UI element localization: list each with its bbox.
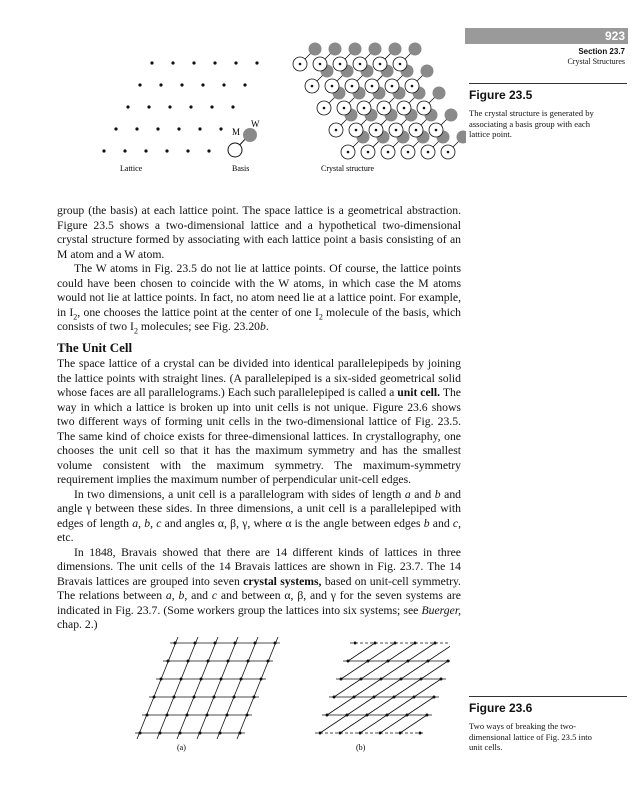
lattice-point xyxy=(126,105,129,108)
cell-edge xyxy=(320,715,347,733)
lattice-point xyxy=(379,63,382,66)
paragraph-1: group (the basis) at each lattice point. The space lattice is a geometrical abstraction. Figure 23.5 shows a two-dimensional lattice and a hypothetical two-dimensional crystal structure formed by associating with each lattice point a basis consisting of an M atom and a W atom. xyxy=(57,204,461,261)
cell-edge xyxy=(388,643,415,661)
cell-edge xyxy=(360,715,387,733)
lattice-point xyxy=(407,151,410,154)
figure-23-5-label: Figure 23.5 xyxy=(469,88,533,102)
lattice-point xyxy=(189,105,192,108)
lattice-point xyxy=(375,129,378,132)
lattice-point xyxy=(339,63,342,66)
lattice-point xyxy=(253,696,256,699)
cell-edge xyxy=(327,697,354,715)
lattice-point xyxy=(371,85,374,88)
cell-edge xyxy=(347,697,374,715)
w-atom xyxy=(329,43,342,56)
basis-m-atom xyxy=(228,143,242,157)
lattice-point xyxy=(177,127,180,130)
unit-cell-grid-b xyxy=(315,642,450,735)
lattice-point xyxy=(383,107,386,110)
lattice-point xyxy=(319,732,322,735)
lattice-point xyxy=(355,129,358,132)
lattice-point xyxy=(102,149,105,152)
figure-23-5-caption: The crystal structure is generated by associating a basis group with each lattice point. xyxy=(469,108,594,140)
cell-edge xyxy=(197,637,238,739)
w-atom xyxy=(309,43,322,56)
cell-edge xyxy=(387,697,414,715)
cell-edge xyxy=(400,715,427,733)
section-title: Crystal Structures xyxy=(567,56,625,66)
cell-edge xyxy=(348,643,375,661)
lattice-point xyxy=(447,151,450,154)
section-number: Section 23.7 xyxy=(578,47,625,56)
cell-edge xyxy=(340,715,367,733)
cell-edge xyxy=(217,637,258,739)
lattice-point xyxy=(193,696,196,699)
cell-edge xyxy=(407,697,434,715)
lattice-point xyxy=(427,660,430,663)
cell-edge xyxy=(177,637,218,739)
lattice-point xyxy=(359,63,362,66)
lattice-point xyxy=(434,642,437,645)
body-text xyxy=(57,204,461,633)
lattice-point xyxy=(426,714,429,717)
lattice-point xyxy=(187,660,190,663)
lattice-point xyxy=(274,642,277,645)
basis-group xyxy=(228,119,260,157)
lattice-point xyxy=(234,642,237,645)
lattice-point xyxy=(173,696,176,699)
unit-cell-grid-a xyxy=(135,637,280,739)
cell-edge xyxy=(354,679,381,697)
lattice-point xyxy=(373,696,376,699)
lattice-point xyxy=(213,696,216,699)
cell-edge xyxy=(334,679,361,697)
w-atom xyxy=(445,109,458,122)
lattice-point xyxy=(354,642,357,645)
lattice-point xyxy=(114,127,117,130)
lattice-point xyxy=(123,149,126,152)
lattice-point xyxy=(210,105,213,108)
lattice-point xyxy=(207,149,210,152)
lattice-point xyxy=(165,149,168,152)
lattice-point xyxy=(247,660,250,663)
lattice-point xyxy=(138,83,141,86)
lattice-point xyxy=(267,660,270,663)
lattice-point xyxy=(206,714,209,717)
lattice-point xyxy=(387,151,390,154)
w-atom xyxy=(433,87,446,100)
lattice-point xyxy=(335,129,338,132)
lattice-point xyxy=(326,714,329,717)
panel-label-crystal: Crystal structure xyxy=(321,164,375,173)
lattice-point xyxy=(207,660,210,663)
lattice-point xyxy=(319,63,322,66)
lattice-point xyxy=(214,642,217,645)
lattice-point xyxy=(231,105,234,108)
lattice-point xyxy=(311,85,314,88)
lattice-point xyxy=(359,732,362,735)
lattice-point xyxy=(180,83,183,86)
cell-edge xyxy=(401,661,428,679)
figure-23-5-graphic xyxy=(86,28,466,178)
panel-label-basis: Basis xyxy=(232,164,250,173)
section-heading-unit-cell: The Unit Cell xyxy=(57,339,133,355)
lattice-point xyxy=(201,83,204,86)
figure-23-6-graphic xyxy=(130,633,450,753)
lattice-point xyxy=(391,85,394,88)
cell-edge xyxy=(137,637,178,739)
cell-edge xyxy=(368,643,395,661)
lattice-point xyxy=(433,696,436,699)
figure-23-5-sidebar xyxy=(469,83,627,140)
lattice-point xyxy=(174,642,177,645)
lattice-point xyxy=(366,714,369,717)
lattice-point xyxy=(159,732,162,735)
lattice-point xyxy=(435,129,438,132)
figure-23-6-label: Figure 23.6 xyxy=(469,701,533,715)
lattice-point xyxy=(400,678,403,681)
lattice-point xyxy=(353,696,356,699)
lattice-point xyxy=(379,732,382,735)
lattice-point xyxy=(343,107,346,110)
lattice-point xyxy=(260,678,263,681)
w-atom xyxy=(409,43,422,56)
lattice-point xyxy=(395,129,398,132)
paragraph-4: In two dimensions, a unit cell is a parallelogram with sides of length a and b and angle γ between these sides. In three dimensions, a unit cell is a parallelepiped with edges of length a, b, c and angles α, β, γ, where α is the angle between edges b and c, etc. xyxy=(57,487,462,544)
cell-edge xyxy=(381,661,408,679)
lattice-point xyxy=(144,149,147,152)
w-atom xyxy=(349,43,362,56)
lattice-point xyxy=(386,714,389,717)
lattice-point xyxy=(243,83,246,86)
cell-edge xyxy=(157,637,198,739)
lattice-point xyxy=(240,678,243,681)
lattice-point xyxy=(213,61,216,64)
lattice-point xyxy=(146,714,149,717)
page-number: 923 xyxy=(604,29,625,43)
lattice-point xyxy=(255,61,258,64)
lattice-point xyxy=(407,660,410,663)
lattice-point xyxy=(423,107,426,110)
lattice-point xyxy=(347,151,350,154)
lattice-point xyxy=(147,105,150,108)
lattice-point xyxy=(226,714,229,717)
page-header-bar xyxy=(465,28,628,44)
lattice-point xyxy=(246,714,249,717)
lattice-point xyxy=(399,63,402,66)
cell-edge xyxy=(341,661,368,679)
lattice-point xyxy=(387,660,390,663)
lattice-point xyxy=(171,61,174,64)
cell-edge xyxy=(361,661,388,679)
lattice-point xyxy=(222,83,225,86)
lattice-point xyxy=(339,732,342,735)
lattice-point xyxy=(220,678,223,681)
lattice-point xyxy=(346,714,349,717)
divider xyxy=(469,83,627,84)
panel-label-b: (b) xyxy=(356,743,366,752)
lattice-point xyxy=(166,714,169,717)
lattice-point xyxy=(299,63,302,66)
lattice-point xyxy=(323,107,326,110)
lattice-point xyxy=(440,678,443,681)
lattice-point xyxy=(333,696,336,699)
basis-w-atom xyxy=(243,128,257,142)
cell-edge xyxy=(237,637,278,739)
lattice-point xyxy=(351,85,354,88)
cell-edge xyxy=(367,697,394,715)
lattice-point xyxy=(139,732,142,735)
lattice-point xyxy=(447,660,450,663)
w-atom xyxy=(369,43,382,56)
lattice-point xyxy=(367,151,370,154)
lattice-point xyxy=(419,732,422,735)
lattice-point xyxy=(331,85,334,88)
lattice-point xyxy=(179,732,182,735)
lattice-point xyxy=(199,732,202,735)
lattice-point xyxy=(227,660,230,663)
lattice-point xyxy=(186,714,189,717)
lattice-point xyxy=(413,696,416,699)
lattice-point xyxy=(234,61,237,64)
lattice-point xyxy=(219,127,222,130)
divider xyxy=(469,696,627,697)
lattice-point xyxy=(159,83,162,86)
lattice-point xyxy=(200,678,203,681)
lattice-point xyxy=(198,127,201,130)
lattice-point xyxy=(160,678,163,681)
lattice-point xyxy=(360,678,363,681)
lattice-point xyxy=(192,61,195,64)
lattice-point xyxy=(180,678,183,681)
lattice-point xyxy=(135,127,138,130)
lattice-point xyxy=(347,660,350,663)
lattice-point xyxy=(380,678,383,681)
paragraph-2: The W atoms in Fig. 23.5 do not lie at lattice points. Of course, the lattice points could have been chosen to coincide with the W atoms, in which case the M atoms would not lie at lattice points. In fact, no atom need lie at a lattice point. For example, in $I_2$, one chooses the lattice point at the center of one $I_2$ molecule of the basis, which consists of two $I_2$ molecules; see Fig. 23.20b. xyxy=(57,262,462,336)
lattice-point xyxy=(399,732,402,735)
lattice-point xyxy=(150,61,153,64)
w-atom xyxy=(421,65,434,78)
lattice-point xyxy=(420,678,423,681)
lattice-point xyxy=(219,732,222,735)
lattice-point xyxy=(414,642,417,645)
lattice-point xyxy=(374,642,377,645)
lattice-point xyxy=(411,85,414,88)
basis-m-label: W xyxy=(251,119,260,129)
cell-edge xyxy=(414,679,441,697)
lattice-point xyxy=(194,642,197,645)
paragraph-5: In 1848, Bravais showed that there are 14 different kinds of lattices in three dimensions. The unit cells of the 14 Bravais lattices are shown in Fig. 23.7. The 14 Bravais lattices are grouped into seven crystal systems, based on unit-cell symmetry. The relations between a, b, and c and between α, β, and γ for the seven systems are indicated in Fig. 23.7. (Some workers group the lattices into six systems; see Buerger, chap. 2.) xyxy=(57,545,461,631)
panel-label-lattice: Lattice xyxy=(120,164,143,173)
lattice-point xyxy=(156,127,159,130)
lattice-point xyxy=(403,107,406,110)
lattice-point xyxy=(363,107,366,110)
lattice-point xyxy=(168,105,171,108)
crystal-structure xyxy=(293,43,466,160)
lattice-point xyxy=(367,660,370,663)
cell-edge xyxy=(408,643,435,661)
cell-edge xyxy=(394,679,421,697)
figure-23-6-sidebar xyxy=(469,696,627,753)
lattice-point xyxy=(427,151,430,154)
running-head xyxy=(567,47,625,66)
lattice-point xyxy=(406,714,409,717)
lattice-point xyxy=(394,642,397,645)
cell-edge xyxy=(374,679,401,697)
paragraph-3: The space lattice of a crystal can be divided into identical parallelepipeds by joining the lattice points with straight lines. (A parallelepiped is a six-sided geometrical solid whose faces are all parallelograms.) Each such parallelepiped is called a unit cell. The way in which a lattice is broken up into unit cells is not unique. Figure 23.6 shows two different ways of forming unit cells in the two-dimensional lattice of Fig. 23.5. The same kind of choice exists for three-dimensional lattices. In crystallography, one chooses the unit cell so that it has the maximum symmetry and has the smallest volume consistent with the maximum symmetry. The maximum-symmetry requirement implies the maximum number of perpendicular unit-cell edges. xyxy=(57,357,461,486)
lattice-point xyxy=(233,696,236,699)
lattice-point xyxy=(153,696,156,699)
basis-w-label: M xyxy=(232,127,241,137)
lattice-point xyxy=(340,678,343,681)
lattice-point xyxy=(167,660,170,663)
figure-23-6-caption: Two ways of breaking the two-dimensional lattice of Fig. 23.5 into unit cells. xyxy=(469,721,592,753)
lattice-point xyxy=(186,149,189,152)
cell-edge xyxy=(380,715,407,733)
w-atom xyxy=(389,43,402,56)
lattice-point xyxy=(239,732,242,735)
lattice-point xyxy=(254,642,257,645)
panel-label-a: (a) xyxy=(177,743,186,752)
lattice-point xyxy=(393,696,396,699)
lattice-point xyxy=(415,129,418,132)
cell-edge xyxy=(421,661,448,679)
lattice-dots xyxy=(102,61,258,152)
